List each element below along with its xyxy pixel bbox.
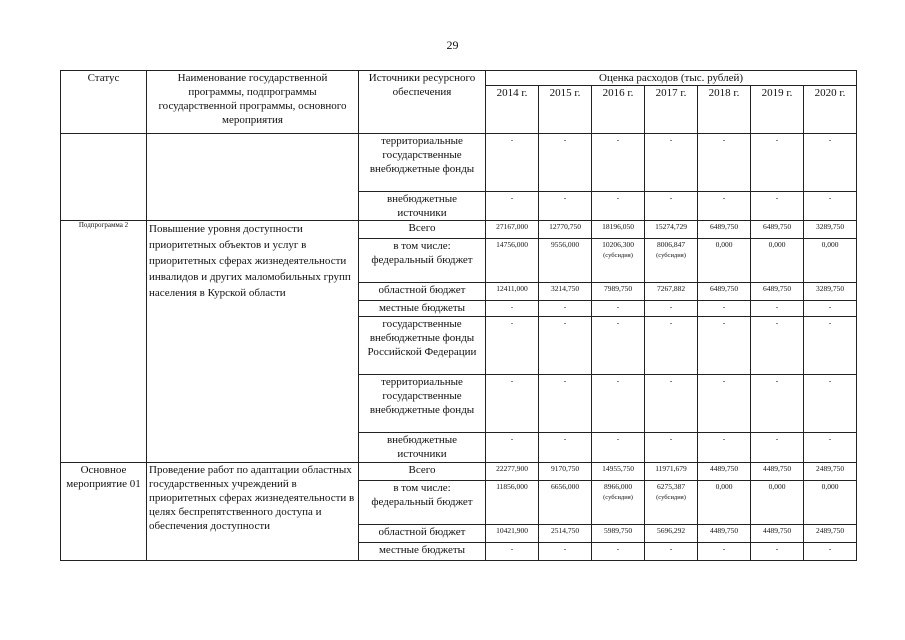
value-cell (539, 239, 592, 283)
value-cell (751, 301, 804, 317)
value-cell (804, 192, 857, 221)
value-text: 14756,000 (496, 240, 528, 249)
value-cell (645, 317, 698, 375)
value-text: - (722, 544, 726, 553)
value-text: 7267,882 (656, 284, 686, 293)
value-text: - (828, 434, 832, 443)
value-text: - (775, 434, 779, 443)
value-cell (698, 239, 751, 283)
value-cell (645, 283, 698, 301)
source-cell: внебюджетные источники (359, 433, 486, 463)
value-text: 8006,847 (656, 240, 686, 249)
value-cell (804, 239, 857, 283)
value-cell (539, 433, 592, 463)
value-cell (645, 221, 698, 239)
value-cell (751, 543, 804, 561)
value-text: 3289,750 (815, 284, 845, 293)
value-cell (486, 375, 539, 433)
value-text: - (828, 193, 832, 202)
value-text: - (563, 193, 567, 202)
subsidy-note: (субсидия) (656, 494, 686, 501)
value-text: - (828, 376, 832, 385)
value-text: - (775, 376, 779, 385)
value-text: 5989,750 (603, 526, 633, 535)
value-cell (804, 317, 857, 375)
value-cell (698, 192, 751, 221)
table-row (61, 134, 857, 192)
value-cell (645, 192, 698, 221)
value-text: 6656,000 (550, 482, 580, 491)
value-cell (539, 463, 592, 481)
value-cell (751, 481, 804, 525)
source-cell: Всего (359, 221, 486, 239)
value-text: - (616, 302, 620, 311)
value-text: - (510, 302, 514, 311)
value-cell (539, 543, 592, 561)
value-text: 22277,900 (496, 464, 528, 473)
value-cell (698, 463, 751, 481)
value-cell (539, 301, 592, 317)
value-text: - (669, 434, 673, 443)
value-cell (592, 317, 645, 375)
value-text: - (669, 544, 673, 553)
value-text: 6275,387 (656, 482, 686, 491)
value-cell (486, 221, 539, 239)
value-text: - (669, 193, 673, 202)
value-cell (698, 301, 751, 317)
value-text: 18196,050 (602, 222, 634, 231)
value-cell (539, 134, 592, 192)
source-cell: местные бюджеты (359, 543, 486, 561)
table-row (61, 463, 857, 481)
value-text: 2489,750 (815, 464, 845, 473)
value-cell (539, 283, 592, 301)
value-text: 0,000 (768, 482, 786, 491)
value-text: - (563, 434, 567, 443)
value-cell (751, 375, 804, 433)
value-cell (592, 375, 645, 433)
value-cell (486, 543, 539, 561)
value-text: - (510, 193, 514, 202)
value-text: 4489,750 (709, 464, 739, 473)
value-cell (645, 433, 698, 463)
value-cell (645, 134, 698, 192)
header-year: 2014 г. (486, 86, 539, 134)
value-cell (486, 239, 539, 283)
value-cell (486, 301, 539, 317)
header-name: Наименование государственной программы, подпрограммы государственной программы, основного мероприятия (147, 71, 359, 134)
value-text: 3289,750 (815, 222, 845, 231)
value-text: - (722, 434, 726, 443)
value-cell (751, 433, 804, 463)
value-text: 5696,292 (656, 526, 686, 535)
value-text: 12411,000 (496, 284, 528, 293)
source-cell: территориальные государственные внебюджетные фонды (359, 375, 486, 433)
value-cell (751, 134, 804, 192)
value-cell (698, 134, 751, 192)
value-text: - (616, 318, 620, 327)
value-cell (486, 317, 539, 375)
value-text: 4489,750 (762, 526, 792, 535)
value-text: 3214,750 (550, 284, 580, 293)
value-cell (486, 463, 539, 481)
value-cell (592, 481, 645, 525)
value-text: 4489,750 (709, 526, 739, 535)
value-text: 7989,750 (603, 284, 633, 293)
value-cell (486, 525, 539, 543)
value-text: - (828, 135, 832, 144)
value-cell (698, 317, 751, 375)
value-cell (751, 317, 804, 375)
value-text: - (563, 135, 567, 144)
status-cell: Подпрограмма 2 (61, 221, 147, 463)
status-cell: Основное мероприятие 01 (61, 463, 147, 561)
value-text: - (616, 544, 620, 553)
value-text: - (616, 376, 620, 385)
value-text: 0,000 (768, 240, 786, 249)
value-cell (751, 221, 804, 239)
value-cell (486, 433, 539, 463)
value-text: - (775, 193, 779, 202)
source-cell: в том числе: федеральный бюджет (359, 239, 486, 283)
value-cell (486, 481, 539, 525)
value-cell (751, 192, 804, 221)
table-row (61, 221, 857, 239)
value-text: - (722, 302, 726, 311)
value-cell (804, 463, 857, 481)
value-text: 0,000 (821, 240, 839, 249)
value-text: - (510, 434, 514, 443)
value-cell (804, 433, 857, 463)
value-text: 2489,750 (815, 526, 845, 535)
value-cell (698, 525, 751, 543)
value-text: - (828, 318, 832, 327)
value-text: 15274,729 (655, 222, 687, 231)
value-text: - (722, 376, 726, 385)
value-cell (539, 221, 592, 239)
value-text: 10421,900 (496, 526, 528, 535)
value-text: 0,000 (821, 482, 839, 491)
value-text: - (563, 544, 567, 553)
value-text: 2514,750 (550, 526, 580, 535)
value-cell (804, 283, 857, 301)
source-cell: в том числе: федеральный бюджет (359, 481, 486, 525)
value-text: 27167,000 (496, 222, 528, 231)
header-year: 2019 г. (751, 86, 804, 134)
value-cell (645, 301, 698, 317)
value-cell (592, 192, 645, 221)
value-text: 14955,750 (602, 464, 634, 473)
value-cell (698, 221, 751, 239)
value-cell (539, 192, 592, 221)
value-cell (751, 239, 804, 283)
program-name-cell: Проведение работ по адаптации областных государственных учреждений в приоритетных сферах жизнедеятельности в целях беспрепятственного доступа и обеспечения доступности (147, 463, 359, 561)
header-year: 2020 г. (804, 86, 857, 134)
value-text: 8966,000 (603, 482, 633, 491)
value-text: - (563, 302, 567, 311)
value-text: - (828, 302, 832, 311)
subsidy-note: (субсидия) (656, 252, 686, 259)
value-cell (698, 283, 751, 301)
value-text: 9170,750 (550, 464, 580, 473)
value-text: 10206,300 (602, 240, 634, 249)
value-cell (486, 134, 539, 192)
source-cell: территориальные государственные внебюджетные фонды (359, 134, 486, 192)
budget-table (60, 70, 857, 561)
value-cell (751, 283, 804, 301)
value-text: - (510, 376, 514, 385)
value-text: - (563, 318, 567, 327)
value-cell (645, 543, 698, 561)
value-text: - (669, 302, 673, 311)
value-text: - (775, 135, 779, 144)
value-cell (592, 134, 645, 192)
value-cell (698, 433, 751, 463)
value-text: - (510, 318, 514, 327)
value-cell (592, 221, 645, 239)
value-text: 6489,750 (762, 222, 792, 231)
value-text: - (510, 544, 514, 553)
value-cell (804, 375, 857, 433)
value-text: 0,000 (715, 482, 733, 491)
value-text: - (669, 376, 673, 385)
source-cell: областной бюджет (359, 283, 486, 301)
value-text: - (616, 434, 620, 443)
value-text: 4489,750 (762, 464, 792, 473)
value-text: 0,000 (715, 240, 733, 249)
value-cell (592, 239, 645, 283)
value-cell (592, 433, 645, 463)
value-text: - (563, 376, 567, 385)
value-cell (804, 221, 857, 239)
value-text: - (775, 544, 779, 553)
value-text: 11856,000 (496, 482, 528, 491)
program-name-cell: Повышение уровня доступности приоритетных объектов и услуг в приоритетных сферах жизнедеятельности инвалидов и других маломобильных групп населения в Курской области (147, 221, 359, 463)
value-cell (645, 375, 698, 433)
value-cell (592, 543, 645, 561)
value-text: - (775, 302, 779, 311)
value-cell (592, 463, 645, 481)
header-sources: Источники ресурсного обеспечения (359, 71, 486, 134)
value-cell (539, 525, 592, 543)
value-cell (645, 463, 698, 481)
value-text: - (775, 318, 779, 327)
value-cell (539, 481, 592, 525)
value-cell (645, 239, 698, 283)
value-text: 6489,750 (709, 284, 739, 293)
value-cell (698, 481, 751, 525)
value-cell (486, 283, 539, 301)
value-cell (539, 317, 592, 375)
value-text: 12770,750 (549, 222, 581, 231)
page-number: 29 (446, 38, 459, 52)
header-status: Статус (61, 71, 147, 134)
subsidy-note: (субсидия) (603, 494, 633, 501)
value-text: - (510, 135, 514, 144)
value-text: 11971,679 (655, 464, 687, 473)
value-cell (486, 192, 539, 221)
value-cell (592, 301, 645, 317)
value-cell (592, 525, 645, 543)
source-cell: областной бюджет (359, 525, 486, 543)
subsidy-note: (субсидия) (603, 252, 633, 259)
value-cell (751, 463, 804, 481)
source-cell: государственные внебюджетные фонды Российской Федерации (359, 317, 486, 375)
source-cell: внебюджетные источники (359, 192, 486, 221)
value-text: 9556,000 (550, 240, 580, 249)
source-cell: Всего (359, 463, 486, 481)
value-text: 6489,750 (762, 284, 792, 293)
table-body (61, 134, 857, 561)
value-cell (804, 525, 857, 543)
value-text: - (722, 193, 726, 202)
status-cell (61, 134, 147, 221)
source-cell: местные бюджеты (359, 301, 486, 317)
header-year: 2016 г. (592, 86, 645, 134)
value-text: 6489,750 (709, 222, 739, 231)
value-cell (751, 525, 804, 543)
value-text: - (616, 135, 620, 144)
value-cell (698, 543, 751, 561)
value-text: - (722, 135, 726, 144)
header-year: 2018 г. (698, 86, 751, 134)
program-name-cell (147, 134, 359, 221)
value-cell (645, 481, 698, 525)
value-cell (804, 543, 857, 561)
value-cell (804, 134, 857, 192)
value-cell (539, 375, 592, 433)
value-text: - (669, 135, 673, 144)
value-cell (804, 481, 857, 525)
value-cell (804, 301, 857, 317)
value-text: - (722, 318, 726, 327)
value-cell (645, 525, 698, 543)
value-cell (592, 283, 645, 301)
value-text: - (669, 318, 673, 327)
header-year: 2017 г. (645, 86, 698, 134)
value-text: - (616, 193, 620, 202)
header-estimate: Оценка расходов (тыс. рублей) (486, 71, 857, 86)
value-cell (698, 375, 751, 433)
header-year: 2015 г. (539, 86, 592, 134)
value-text: - (828, 544, 832, 553)
